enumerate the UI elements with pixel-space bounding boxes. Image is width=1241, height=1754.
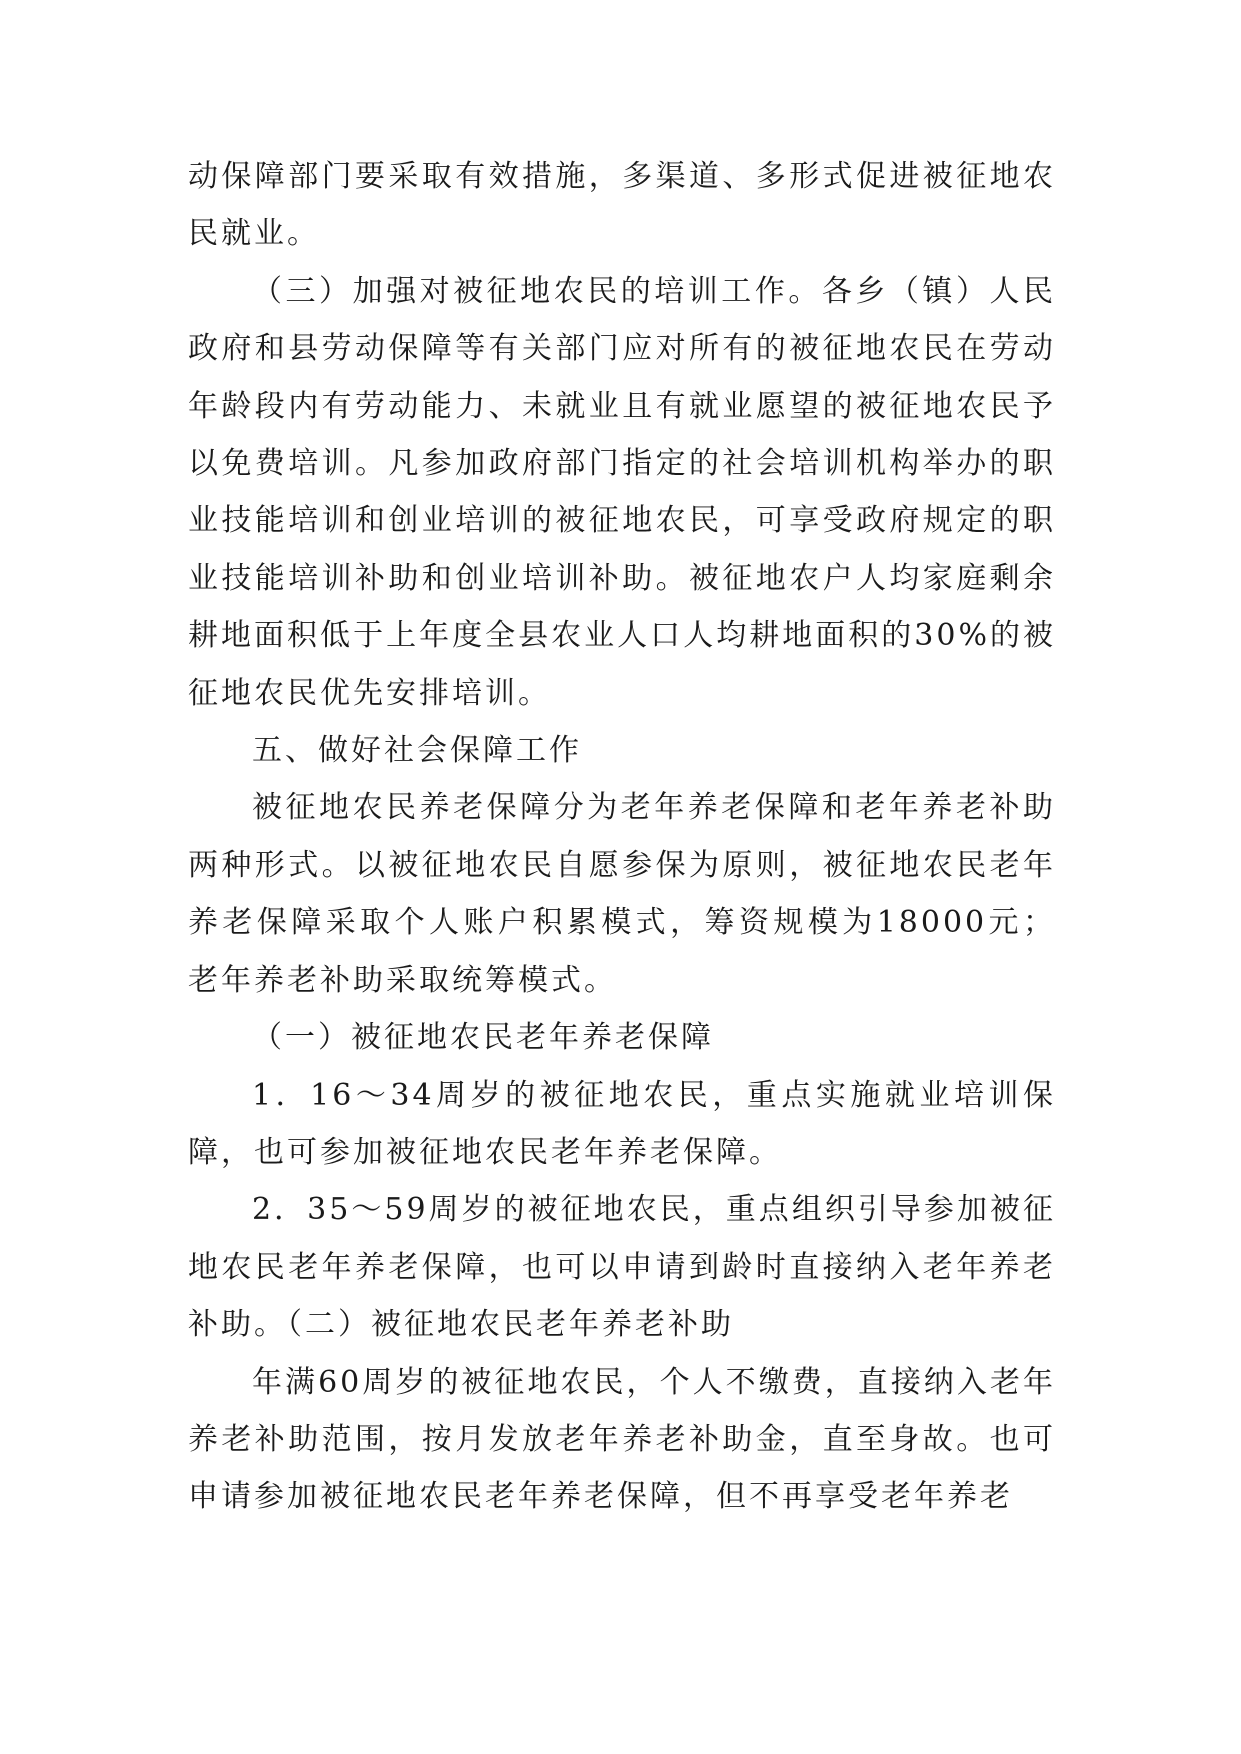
paragraph-employment-continuation: 动保障部门要采取有效措施，多渠道、多形式促进被征地农民就业。	[188, 159, 1056, 252]
section-heading-social-security: 五、做好社会保障工作	[252, 733, 582, 769]
list-item-age-16-34: 1．16～34周岁的被征地农民，重点实施就业培训保障，也可参加被征地农民老年养老保障。	[188, 1077, 1056, 1170]
list-item-age-35-59: 2．35～59周岁的被征地农民，重点组织引导参加被征地农民老年养老保障，也可以申请到龄时直接纳入老年养老补助。（二）被征地农民老年养老补助	[188, 1192, 1056, 1343]
paragraph-age-60-subsidy: 年满60周岁的被征地农民，个人不缴费，直接纳入老年养老补助范围，按月发放老年养老补助金，直至身故。也可申请参加被征地农民老年养老保障，但不再享受老年养老	[188, 1364, 1056, 1515]
paragraph-pension-forms: 被征地农民养老保障分为老年养老保障和老年养老补助两种形式。以被征地农民自愿参保为原则，被征地农民老年养老保障采取个人账户积累模式，筹资规模为18000元；老年养老补助采取统筹模式。	[188, 790, 1056, 998]
document-body	[188, 148, 1056, 1526]
subheading-elderly-pension-security: （一）被征地农民老年养老保障	[252, 1020, 714, 1056]
paragraph-training-work: （三）加强对被征地农民的培训工作。各乡（镇）人民政府和县劳动保障等有关部门应对所有的被征地农民在劳动年龄段内有劳动能力、未就业且有就业愿望的被征地农民予以免费培训。凡参加政府部门指定的社会培训机构举办的职业技能培训和创业培训的被征地农民，可享受政府规定的职业技能培训补助和创业培训补助。被征地农户人均家庭剩余耕地面积低于上年度全县农业人口人均耕地面积的30%的被征地农民优先安排培训。	[188, 273, 1056, 711]
